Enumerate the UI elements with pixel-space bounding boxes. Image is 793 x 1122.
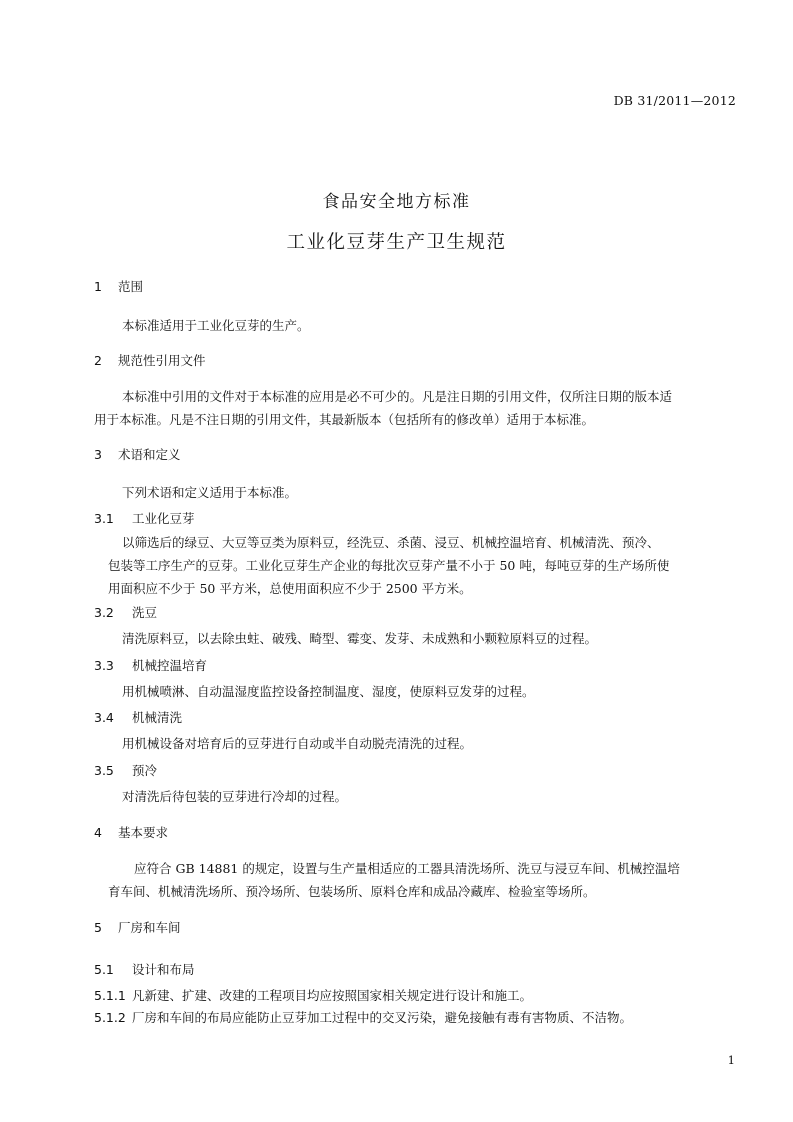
section-2-paragraph-line-2: 用于本标准。凡是不注日期的引用文件，其最新版本（包括所有的修改单）适用于本标准。 bbox=[94, 412, 595, 427]
section-2-paragraph-line-1: 本标准中引用的文件对于本标准的应用是必不可少的。凡是注日期的引用文件，仅所注日期的版本适 bbox=[122, 389, 673, 404]
section-number: 3.2 bbox=[94, 605, 114, 620]
section-number: 5 bbox=[94, 920, 102, 935]
section-4-paragraph-line-1: 应符合 GB 14881 的规定，设置与生产量相适应的工器具清洗场所、洗豆与浸豆车间、机械控温培 bbox=[134, 861, 680, 876]
clause-number: 5.1.2 bbox=[94, 1010, 126, 1025]
section-3-heading bbox=[94, 445, 181, 463]
document-code: DB 31/2011—2012 bbox=[613, 93, 736, 108]
section-1-heading bbox=[94, 277, 143, 295]
clause-text: 凡新建、扩建、改建的工程项目均应按照国家相关规定进行设计和施工。 bbox=[132, 988, 533, 1003]
section-3-4-heading bbox=[94, 708, 182, 726]
section-3-1-paragraph-line-2: 包装等工序生产的豆芽。工业化豆芽生产企业的每批次豆芽产量不小于 50 吨，每吨豆芽的生产场所使 bbox=[108, 558, 670, 573]
section-title: 范围 bbox=[118, 279, 144, 294]
clause-text: 厂房和车间的布局应能防止豆芽加工过程中的交叉污染，避免接触有毒有害物质、不洁物。 bbox=[132, 1010, 633, 1025]
section-5-heading bbox=[94, 918, 181, 936]
section-title: 设计和布局 bbox=[132, 962, 195, 977]
section-title: 工业化豆芽 bbox=[132, 511, 195, 526]
section-3-1-heading bbox=[94, 509, 195, 527]
section-3-2-paragraph: 清洗原料豆，以去除虫蛀、破残、畸型、霉变、发芽、未成熟和小颗粒原料豆的过程。 bbox=[122, 631, 598, 646]
section-title: 规范性引用文件 bbox=[118, 353, 206, 368]
section-title: 基本要求 bbox=[118, 825, 169, 840]
section-3-3-heading bbox=[94, 656, 207, 674]
section-title: 机械控温培育 bbox=[132, 658, 208, 673]
section-3-5-paragraph: 对清洗后待包装的豆芽进行冷却的过程。 bbox=[122, 789, 348, 804]
section-4-heading bbox=[94, 823, 168, 841]
section-3-5-heading bbox=[94, 761, 157, 779]
section-2-heading bbox=[94, 351, 206, 369]
section-number: 5.1 bbox=[94, 962, 114, 977]
clause-number: 5.1.1 bbox=[94, 988, 126, 1003]
title-line-1: 食品安全地方标准 bbox=[322, 192, 471, 212]
page-number: 1 bbox=[727, 1053, 735, 1067]
clause-5-1-1 bbox=[94, 986, 532, 1004]
section-title: 机械清洗 bbox=[132, 710, 183, 725]
section-3-paragraph: 下列术语和定义适用于本标准。 bbox=[122, 485, 298, 500]
title-line-2: 工业化豆芽生产卫生规范 bbox=[286, 232, 507, 253]
section-number: 3.3 bbox=[94, 658, 114, 673]
section-number: 4 bbox=[94, 825, 102, 840]
section-title: 预冷 bbox=[132, 763, 158, 778]
section-1-paragraph: 本标准适用于工业化豆芽的生产。 bbox=[122, 318, 310, 333]
section-number: 3.4 bbox=[94, 710, 114, 725]
section-number: 3.5 bbox=[94, 763, 114, 778]
section-3-3-paragraph: 用机械喷淋、自动温湿度监控设备控制温度、湿度，使原料豆发芽的过程。 bbox=[122, 684, 535, 699]
section-3-4-paragraph: 用机械设备对培育后的豆芽进行自动或半自动脱壳清洗的过程。 bbox=[122, 736, 473, 751]
section-number: 3.1 bbox=[94, 511, 114, 526]
section-number: 2 bbox=[94, 353, 102, 368]
section-3-1-paragraph-line-1: 以筛选后的绿豆、大豆等豆类为原料豆，经洗豆、杀菌、浸豆、机械控温培育、机械清洗、预冷、 bbox=[122, 535, 660, 550]
section-5-1-heading bbox=[94, 960, 195, 978]
section-title: 厂房和车间 bbox=[118, 920, 181, 935]
section-4-paragraph-line-2: 育车间、机械清洗场所、预冷场所、包装场所、原料仓库和成品冷藏库、检验室等场所。 bbox=[108, 884, 596, 899]
section-number: 3 bbox=[94, 447, 102, 462]
section-title: 术语和定义 bbox=[118, 447, 181, 462]
section-3-2-heading bbox=[94, 603, 157, 621]
section-3-1-paragraph-line-3: 用面积应不少于 50 平方米，总使用面积应不少于 2500 平方米。 bbox=[108, 581, 472, 596]
clause-5-1-2 bbox=[94, 1008, 632, 1026]
section-title: 洗豆 bbox=[132, 605, 158, 620]
section-number: 1 bbox=[94, 279, 102, 294]
